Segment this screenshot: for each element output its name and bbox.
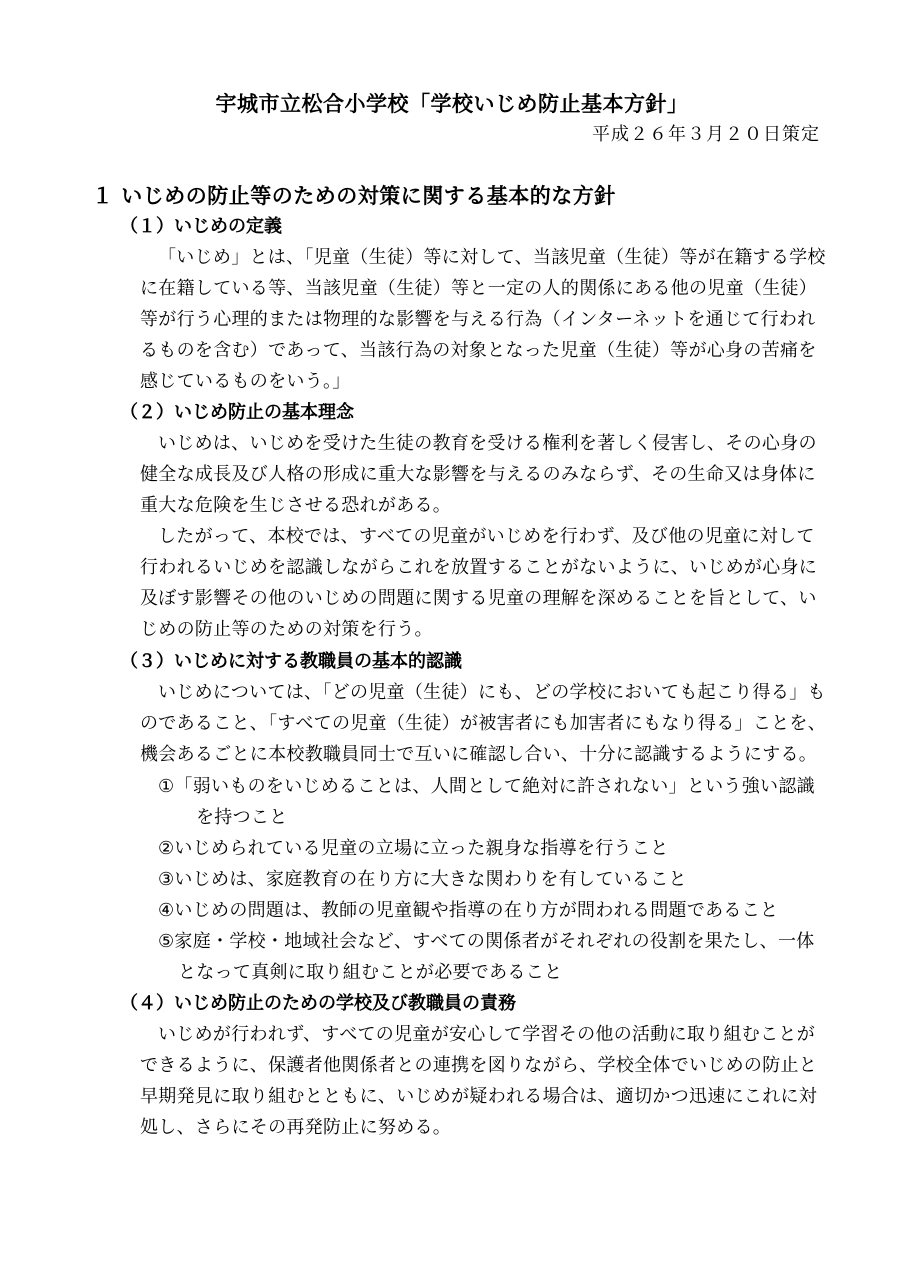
paragraph-line: 及ぼす影響その他のいじめの問題に関する児童の理解を深めることを旨として、い — [140, 588, 817, 609]
list-item: ④いじめの問題は、教師の児童観や指導の在り方が問われる問題であること — [158, 900, 779, 921]
list-item: ③いじめは、家庭教育の在り方に大きな関わりを有していること — [158, 869, 687, 890]
paragraph-line: じめの防止等のための対策を行う。 — [140, 619, 433, 640]
paragraph-line: いじめが行われず、すべての児童が安心して学習その他の活動に取り組むことが — [158, 1024, 815, 1045]
paragraph-line: 機会あるごとに本校教職員同士で互いに確認し合い、十分に認識するようにする。 — [140, 744, 818, 765]
list-item: ②いじめられている児童の立場に立った親身な指導を行うこと — [158, 838, 669, 859]
paragraph-line: いじめは、いじめを受けた生徒の教育を受ける権利を著しく侵害し、その心身の — [158, 433, 817, 454]
list-item-continuation: を持つこと — [196, 807, 288, 828]
paragraph-line: に在籍している等、当該児童（生徒）等と一定の人的関係にある他の児童（生徒） — [140, 278, 818, 299]
subsection-1-heading: （１）いじめの定義 — [120, 216, 282, 237]
paragraph-line: 処し、さらにその再発防止に努める。 — [140, 1117, 452, 1138]
paragraph-line: したがって、本校では、すべての児童がいじめを行わず、及び他の児童に対して — [158, 526, 815, 547]
subsection-3-heading: （３）いじめに対する教職員の基本的認識 — [120, 651, 462, 672]
document-date: 平成２６年３月２０日策定 — [592, 124, 820, 145]
paragraph-line: 等が行う心理的または物理的な影響を与える行為（インターネットを通じて行われ — [140, 309, 816, 330]
paragraph-line: のであること、「すべての児童（生徒）が被害者にも加害者にもなり得る」ことを、 — [140, 713, 827, 734]
paragraph-line: いじめについては、「どの児童（生徒）にも、どの学校においても起こり得る」も — [158, 682, 826, 703]
paragraph-line: できるように、保護者他関係者との連携を図りながら、学校全体でいじめの防止と — [140, 1055, 818, 1076]
list-item-continuation: となって真剣に取り組むことが必要であること — [178, 962, 563, 983]
list-item: ①「弱いものをいじめることは、人間として絶対に許されない」という強い認識 — [158, 776, 815, 797]
document-title: 宇城市立松合小学校「学校いじめ防止基本方針」 — [215, 92, 689, 116]
paragraph-line: 早期発見に取り組むとともに、いじめが疑われる場合は、適切かつ迅速にこれに対 — [140, 1086, 818, 1107]
paragraph-line: るものを含む）であって、当該行為の対象となった児童（生徒）等が心身の苦痛を — [140, 340, 817, 361]
subsection-4-heading: （４）いじめ防止のための学校及び教職員の責務 — [120, 993, 516, 1014]
paragraph-line: 重大な危険を生じさせる恐れがある。 — [140, 495, 452, 516]
paragraph-line: 「いじめ」とは、「児童（生徒）等に対して、当該児童（生徒）等が在籍する学校 — [158, 247, 826, 268]
subsection-2-heading: （２）いじめ防止の基本理念 — [120, 402, 354, 423]
section-1-heading: １ いじめの防止等のための対策に関する基本的な方針 — [92, 184, 616, 208]
list-item: ⑤家庭・学校・地域社会など、すべての関係者がそれぞれの役割を果たし、一体 — [158, 931, 815, 952]
paragraph-line: 行われるいじめを認識しながらこれを放置することがないように、いじめが心身に — [140, 557, 818, 578]
paragraph-line: 感じているものをいう。」 — [140, 371, 351, 392]
paragraph-line: 健全な成長及び人格の形成に重大な影響を与えるのみならず、その生命又は身体に — [140, 464, 816, 485]
